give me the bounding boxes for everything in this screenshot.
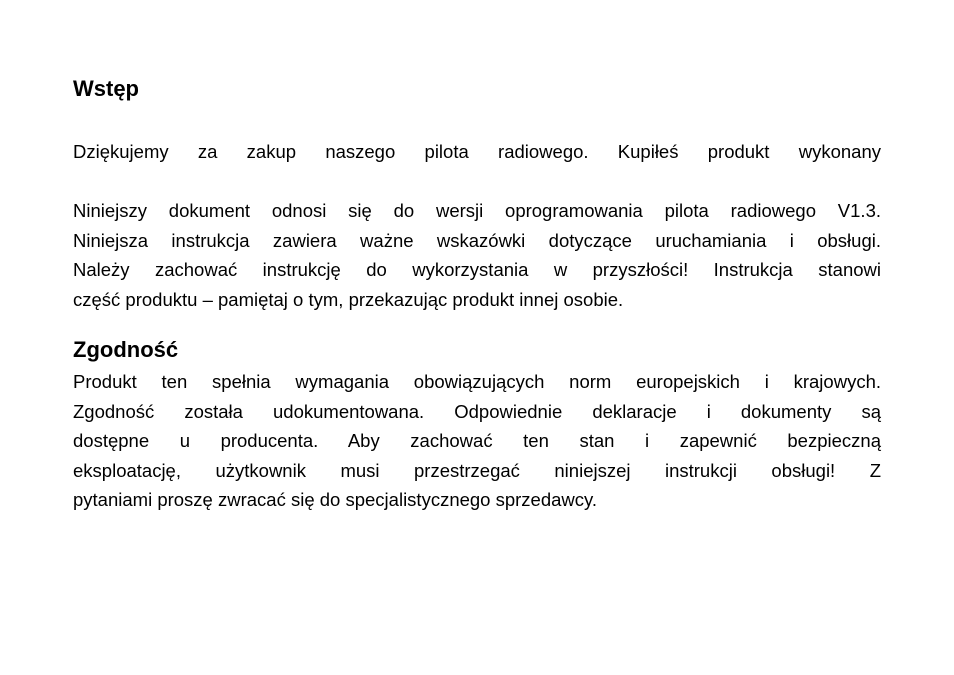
text-line: dostępne u producenta. Aby zachować ten stan i zapewnić bezpieczną — [73, 430, 881, 451]
paragraph-compliance — [73, 367, 881, 515]
text-line: Niniejszy dokument odnosi się do wersji oprogramowania pilota radiowego V1.3. — [73, 200, 881, 221]
paragraph-intro-document — [73, 196, 881, 314]
text-line: Zgodność została udokumentowana. Odpowiednie deklaracje i dokumenty są — [73, 400, 881, 422]
text-line: Dziękujemy za zakup naszego pilota radiowego. Kupiłeś produkt wykonany — [73, 141, 881, 162]
paragraph-intro-thanks — [73, 137, 881, 167]
text-line: eksploatację, użytkownik musi przestrzegać niniejszej instrukcji obsługi! Z — [73, 459, 881, 481]
text-line: Należy zachować instrukcję do wykorzystania w przyszłości! Instrukcja stanowi — [73, 259, 881, 280]
heading-zgodnosc: Zgodność — [73, 337, 179, 362]
text-line: Niniejsza instrukcja zawiera ważne wskazówki dotyczące uruchamiania i obsługi. — [73, 229, 881, 251]
text-line: Produkt ten spełnia wymagania obowiązujących norm europejskich i krajowych. — [73, 371, 881, 392]
text-line: pytaniami proszę zwracać się do specjalistycznego sprzedawcy. — [73, 489, 598, 510]
heading-wstep: Wstęp — [73, 76, 139, 101]
text-line: część produktu – pamiętaj o tym, przekazując produkt innej osobie. — [73, 288, 624, 310]
